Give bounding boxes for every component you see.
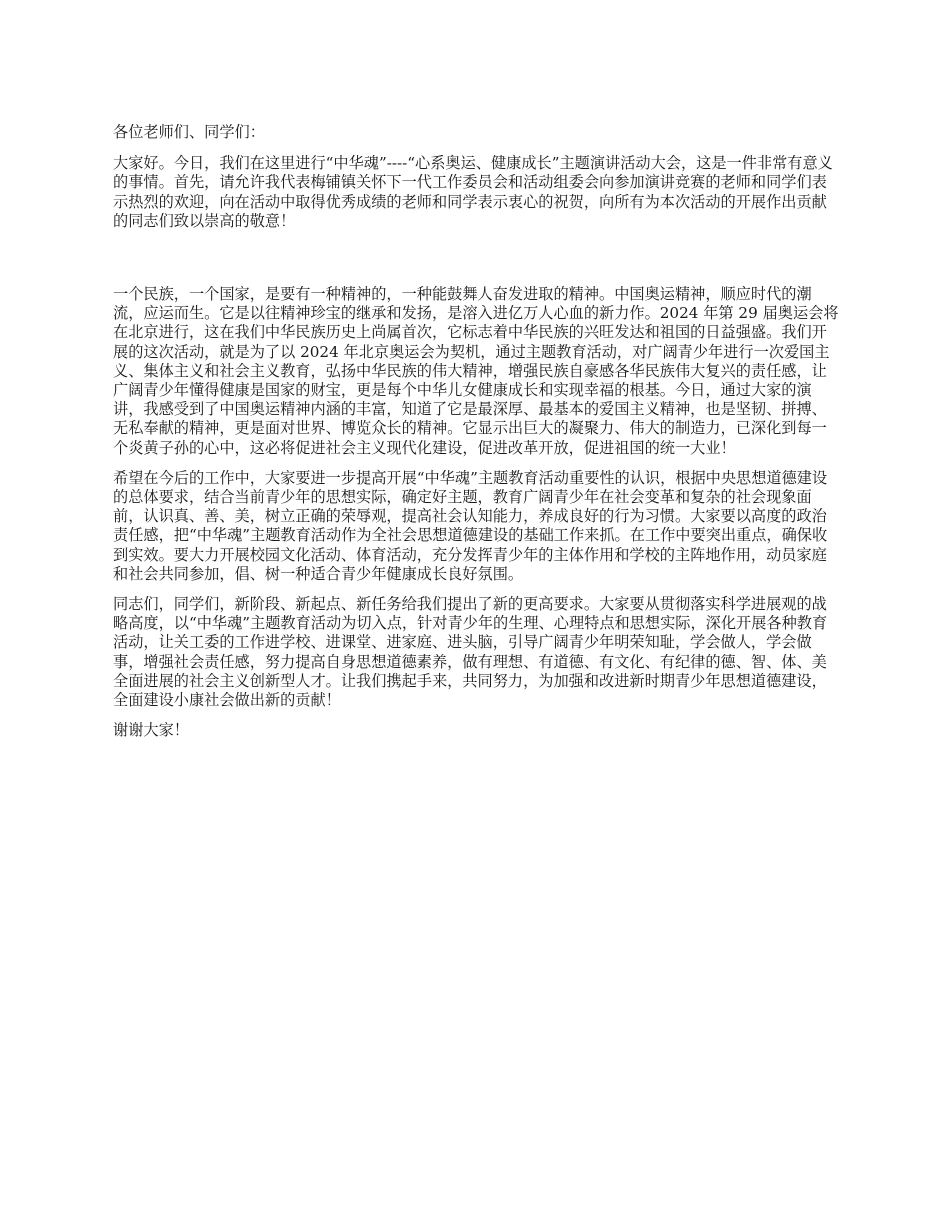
- document-page: [113, 123, 839, 751]
- paragraph-call-to-action: 同志们，同学们，新阶段、新起点、新任务给我们提出了新的更高要求。大家要从贯彻落实科学进展观的战略高度，以“中华魂”主题教育活动为切入点，针对青少年的生理、心理特点和思想实际，深化开展各种教育活动，让关工委的工作进学校、进课堂、进家庭、进头脑，引导广阔青少年明荣知耻，学会做人，学会做事，增强社会责任感，努力提高自身思想道德素养，做有理想、有道德、有文化、有纪律的德、智、体、美全面进展的社会主义创新型人才。让我们携起手来，共同努力，为加强和改进新时期青少年思想道德建设，全面建设小康社会做出新的贡献！: [113, 595, 828, 710]
- paragraph-olympic-spirit: 一个民族，一个国家，是要有一种精神的，一种能鼓舞人奋发进取的精神。中国奥运精神，顺应时代的潮流，应运而生。它是以往精神珍宝的继承和发扬，是溶入进亿万人心血的新力作。2024 年第 29 届奥运会将在北京进行，这在我们中华民族历史上尚属首次，它标志着中华民族的兴旺发达和祖国的日益强盛。我们开展的这次活动，就是为了以 2024 年北京奥运会为契机，通过主题教育活动，对广阔青少年进行一次爱国主义、集体主义和社会主义教育，弘扬中华民族的伟大精神，增强民族自豪感各华民族伟大复兴的责任感，让广阔青少年懂得健康是国家的财宝，更是每个中华儿女健康成长和实现幸福的根基。今日，通过大家的演讲，我感受到了中国奥运精神内涵的丰富，知道了它是最深厚、最基本的爱国主义精神，也是坚韧、拼搏、无私奉献的精神，更是面对世界、博览众长的精神。它显示出巨大的凝聚力、伟大的制造力，已深化到每一个炎黄子孙的心中，这必将促进社会主义现代化建设，促进改革开放，促进祖国的统一大业！: [113, 285, 839, 457]
- paragraph-welcome: 大家好。今日，我们在这里进行“中华魂”----“心系奥运、健康成长”主题演讲活动大会，这是一件非常有意义的事情。首先，请允许我代表梅铺镇关怀下一代工作委员会和活动组委会向参加演讲竞赛的老师和同学们表示热烈的欢迎，向在活动中取得优秀成绩的老师和同学表示衷心的祝贺，向所有为本次活动的开展作出贡献的同志们致以崇高的敬意！: [113, 154, 833, 230]
- paragraph-future-work: 希望在今后的工作中，大家要进一步提高开展“中华魂”主题教育活动重要性的认识，根据中央思想道德建设的总体要求，结合当前青少年的思想实际，确定好主题，教育广阔青少年在社会变革和复杂的社会现象面前，认识真、善、美，树立正确的荣辱观，提高社会认知能力，养成良好的行为习惯。大家要以高度的政治责任感，把“中华魂”主题教育活动作为全社会思想道德建设的基础工作来抓。在工作中要突出重点，确保收到实效。要大力开展校园文化活动、体育活动，充分发挥青少年的主体作用和学校的主阵地作用，动员家庭和社会共同参加，倡、树一种适合青少年健康成长良好氛围。: [113, 468, 828, 583]
- closing-thanks: 谢谢大家！: [113, 721, 189, 740]
- salutation: 各位老师们、同学们：: [113, 123, 265, 141]
